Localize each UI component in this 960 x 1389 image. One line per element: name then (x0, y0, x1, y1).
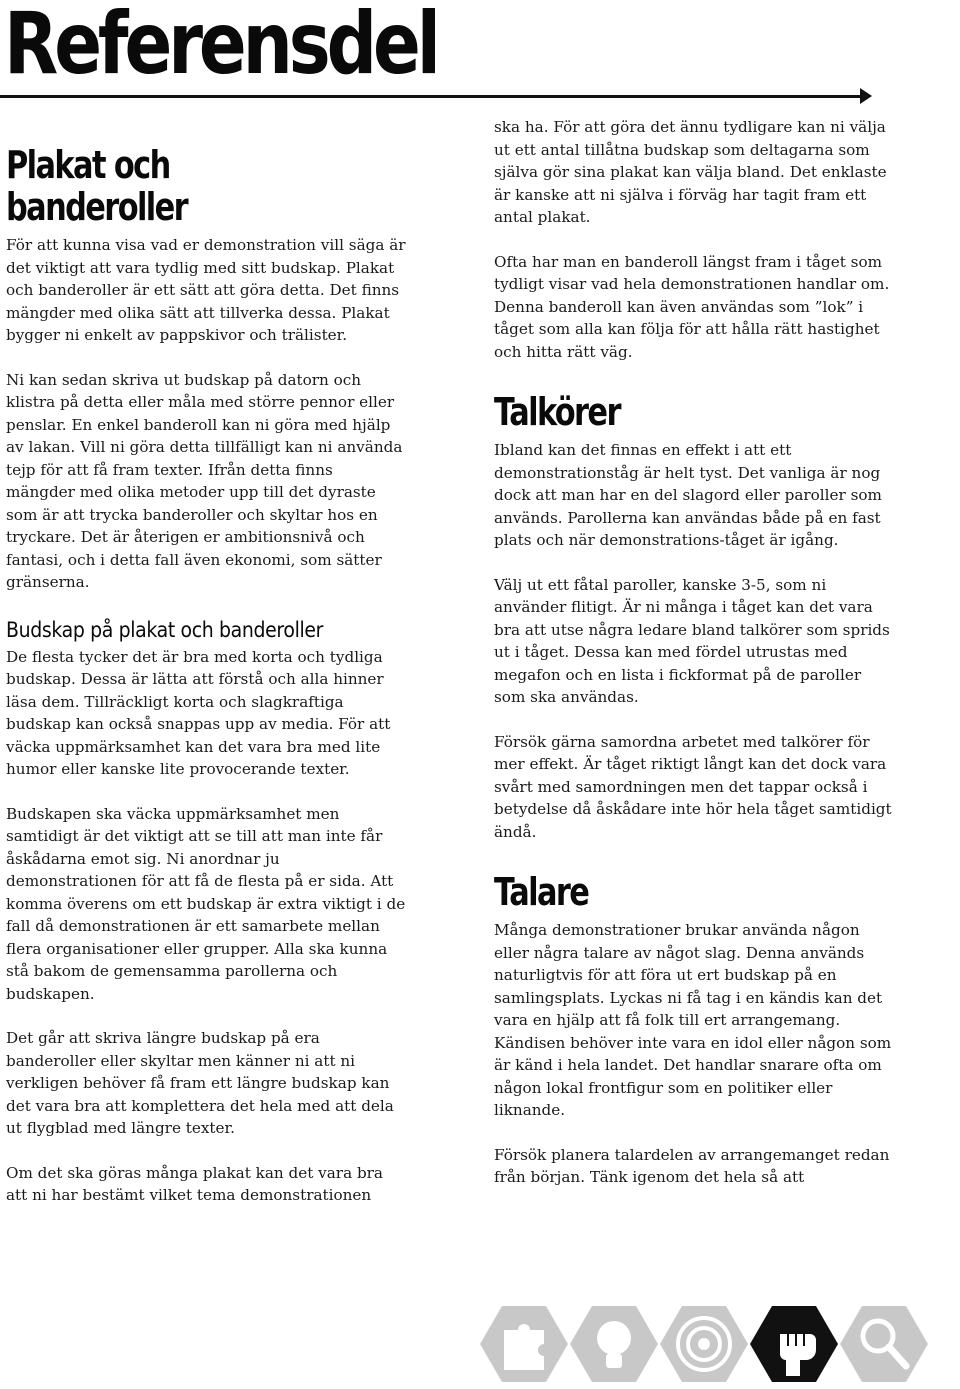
page-title: Referensdel (4, 0, 437, 94)
lightbulb-icon (570, 1306, 658, 1382)
paragraph: Många demonstrationer brukar använda någon eller några talare av något slag. Denna används naturligtvis för att föra ut ert budskap på en samlingsplats. Lyckas ni få tag i en kändis kan det vara en hjälp att få folk till ert arrangemang. Kändisen behöver inte vara en idol eller någon som är känd i hela landet. Det handlar snarare ofta om någon lokal frontfigur som en politiker eller liknande. (494, 921, 892, 1119)
paragraph: Om det ska göras många plakat kan det vara bra att ni har bestämt vilket tema demonstrationen (6, 1163, 383, 1204)
paragraph: Försök gärna samordna arbetet med talkörer för mer effekt. Är tåget riktigt långt kan det dock vara svårt med samordningen men det tappar också i betydelse då åskådare inte hör hela tåget samtidigt ändå. (494, 732, 892, 841)
paragraph: Ibland kan det finnas en effekt i att ett demonstrationståg är helt tyst. Det vanliga är nog dock att man har en del slagord eller paroller som används. Parollerna kan användas både på en fast plats och när demonstrations-tåget är igång. (494, 441, 882, 549)
footer-icons (470, 1300, 960, 1389)
header-arrow-icon (860, 88, 872, 104)
paragraph: Det går att skriva längre budskap på era banderoller eller skyltar men känner ni att ni verkligen behöver få fram ett längre budskap kan det vara bra att komplettera det hela med att dela ut flygblad med längre texter. (6, 1029, 394, 1137)
paragraph: Välj ut ett fåtal paroller, kanske 3-5, som ni använder flitigt. Är ni många i tåget kan det vara bra att utse några ledare bland talkörer som sprids ut i tåget. Dessa kan med fördel utrustas med megafon och en lista i fickformat på de paroller som ska användas. (494, 575, 890, 706)
paragraph: Ofta har man en banderoll längst fram i tåget som tydligt visar vad hela demonstrationen handlar om. Denna banderoll kan även användas som ”lok” i tåget som alla kan följa för att hålla rätt hastighet och hitta rätt väg. (494, 252, 890, 361)
left-column (6, 116, 406, 1229)
heading-plakat: Plakat och banderoller (6, 143, 188, 229)
paragraph: De flesta tycker det är bra med korta och tydliga budskap. Dessa är lätta att förstå och alla hinner läsa dem. Tillräckligt korta och slagkraftiga budskap kan också snappas upp av media. För att väcka uppmärksamhet kan det vara bra med lite humor eller kanske lite provocerande texter. (6, 647, 391, 778)
header-rule (0, 95, 862, 98)
magnifier-icon (840, 1306, 928, 1382)
paragraph: Försök planera talardelen av arrangemanget redan från början. Tänk igenom det hela så att (494, 1145, 890, 1186)
paragraph: Ni kan sedan skriva ut budskap på datorn och klistra på detta eller måla med större pennor eller penslar. En enkel banderoll kan ni göra med hjälp av lakan. Vill ni göra detta tillfälligt kan ni använda tejp för att få fram texter. Ifrån detta finns mängder med olika metoder upp till det dyraste som är att trycka banderoller och skyltar hos en tryckare. Det är återigen er ambitionsnivå och fantasi, och i detta fall även ekonomi, som sätter gränserna. (6, 370, 403, 591)
paragraph: För att kunna visa vad er demonstration vill säga är det viktigt att vara tydlig med sitt budskap. Plakat och banderoller är ett sätt att göra detta. Det finns mängder med olika sätt att tillverka dessa. Plakat bygger ni enkelt av pappskivor och trälister. (6, 236, 406, 344)
puzzle-icon (480, 1306, 568, 1382)
paragraph: ska ha. För att göra det ännu tydligare kan ni välja ut ett antal tillåtna budskap som deltagarna som själva gör sina plakat kan välja bland. Det enklaste är kanske att ni själva i förväg har tagit fram ett antal plakat. (494, 118, 887, 226)
heading-talare: Talare (494, 870, 589, 914)
right-column (494, 116, 894, 1211)
heading-budskap: Budskap på plakat och banderoller (6, 617, 324, 642)
fist-icon (750, 1306, 838, 1382)
target-icon (660, 1306, 748, 1382)
heading-talkorer: Talkörer (494, 390, 620, 434)
paragraph: Budskapen ska väcka uppmärksamhet men samtidigt är det viktigt att se till att man inte får åskådarna emot sig. Ni anordnar ju demonstrationen för att få de flesta på er sida. Att komma överens om ett budskap är extra viktigt i de fall då demonstrationen är ett samarbete mellan flera organisationer eller grupper. Alla ska kunna stå bakom de gemensamma parollerna och budskapen. (6, 804, 406, 1003)
